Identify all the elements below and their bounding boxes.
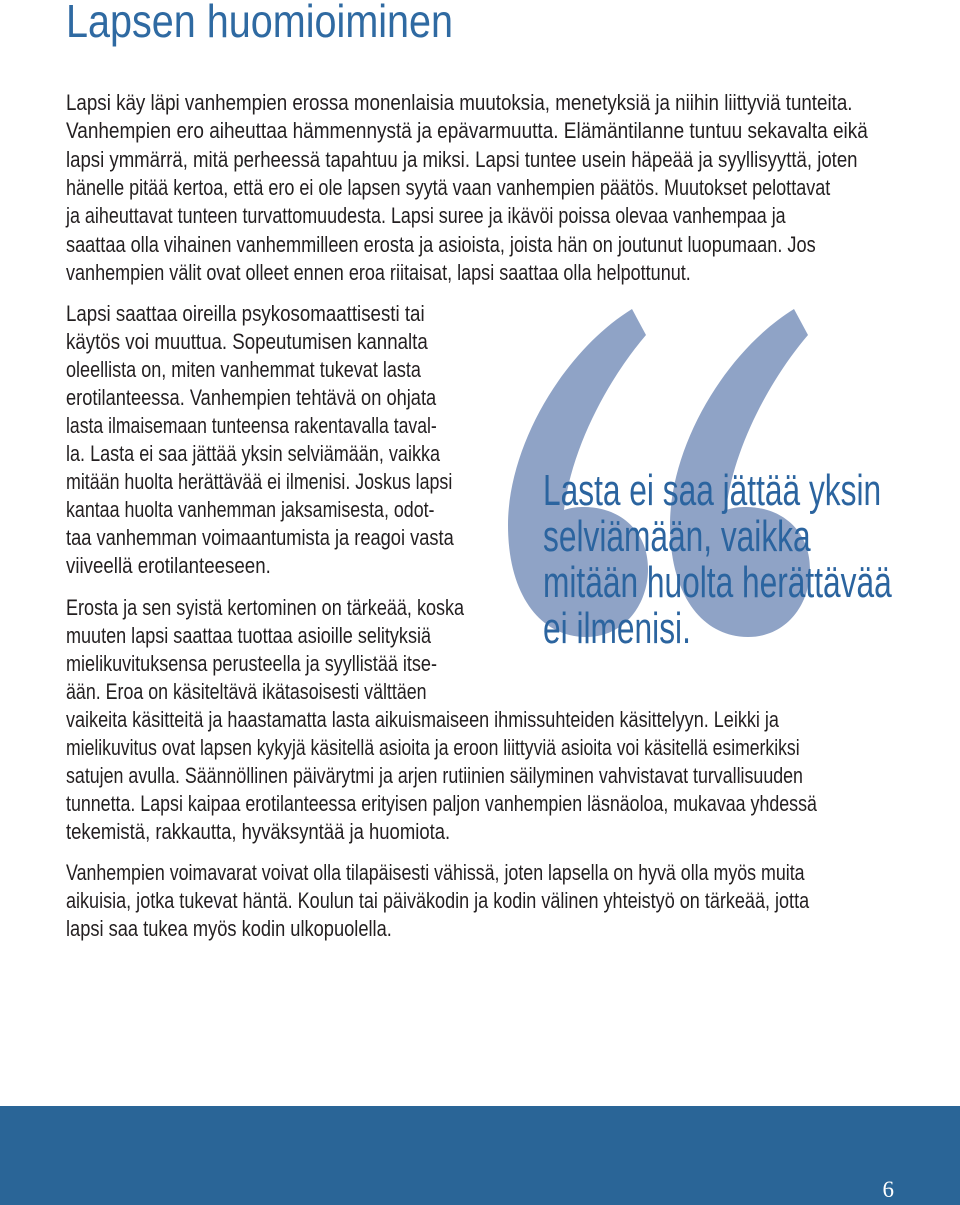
text-line: hänelle pitää kertoa, että ero ei ole lapsen syytä vaan vanhempien päätös. Muutokset pelottavat	[66, 175, 831, 200]
text-line: viiveellä erotilanteeseen.	[66, 553, 271, 578]
text-line: kantaa huolta vanhemman jaksamisesta, odot-	[66, 497, 435, 522]
pull-quote-line: ei ilmenisi.	[543, 604, 691, 653]
text-line: mielikuvitus ovat lapsen kykyjä käsitellä asioita ja eroon liittyviä asioita voi käsitellä esimerkiksi	[66, 735, 800, 760]
text-line: taa vanhemman voimaantumista ja reagoi vasta	[66, 525, 454, 550]
text-line: erotilanteessa. Vanhempien tehtävä on ohjata	[66, 385, 437, 410]
text-line: mielikuvituksensa perusteella ja syyllistää itse-	[66, 651, 437, 676]
text-line: saattaa olla vihainen vanhemmilleen erosta ja asioista, joista hän on joutunut luopumaan. Jos	[66, 232, 816, 257]
text-line: ja aiheuttavat tunteen turvattomuudesta. Lapsi suree ja ikävöi poissa olevaa vanhempaa ja	[66, 203, 786, 228]
text-line: lapsi saa tukea myös kodin ulkopuolella.	[66, 916, 392, 941]
text-line: Vanhempien voimavarat voivat olla tilapäisesti vähissä, joten lapsella on hyvä olla myös muita	[66, 860, 805, 885]
pull-quote-line: mitään huolta herättävää	[543, 558, 892, 607]
text-line: Lapsi saattaa oireilla psykosomaattisesti tai	[66, 301, 425, 326]
pull-quote-line: selviämään, vaikka	[543, 512, 811, 561]
text-line: tunnetta. Lapsi kaipaa erotilanteessa erityisen paljon vanhempien läsnäoloa, mukavaa yhdessä	[66, 791, 817, 816]
text-line: muuten lapsi saattaa tuottaa asioille selityksiä	[66, 623, 432, 648]
text-line: vaikeita käsitteitä ja haastamatta lasta aikuismaiseen ihmissuhteiden käsittelyyn. Leikki ja	[66, 707, 779, 732]
text-line: satujen avulla. Säännöllinen päivärytmi ja arjen rutiinien säilyminen vahvistavat turvallisuuden	[66, 763, 803, 788]
text-line: tekemistä, rakkautta, hyväksyntää ja huomiota.	[66, 819, 451, 844]
text-line: lasta ilmaisemaan tunteensa rakentavalla taval-	[66, 413, 437, 438]
text-line: Erosta ja sen syistä kertominen on tärkeää, koska	[66, 595, 465, 620]
text-line: mitään huolta herättävää ei ilmenisi. Joskus lapsi	[66, 469, 453, 494]
text-line: käytös voi muuttua. Sopeutumisen kannalta	[66, 329, 428, 354]
text-line: la. Lasta ei saa jättää yksin selviämään, vaikka	[66, 441, 441, 466]
text-line: oleellista on, miten vanhemmat tukevat lasta	[66, 357, 421, 382]
text-line: Vanhempien ero aiheuttaa hämmennystä ja epävarmuutta. Elämäntilanne tuntuu sekavalta eikä	[66, 118, 868, 143]
text-line: lapsi ymmärrä, mitä perheessä tapahtuu ja miksi. Lapsi tuntee usein häpeää ja syyllisyyttä, joten	[66, 147, 858, 172]
page-title: Lapsen huomioiminen	[66, 0, 454, 47]
text-line: Lapsi käy läpi vanhempien erossa monenlaisia muutoksia, menetyksiä ja niihin liittyviä tunteita.	[66, 90, 853, 115]
text-line: aikuisia, jotka tukevat häntä. Koulun tai päiväkodin ja kodin välinen yhteistyö on tärkeää, jotta	[66, 888, 810, 913]
text-line: vanhempien välit ovat olleet ennen eroa riitaisat, lapsi saattaa olla helpottunut.	[66, 260, 691, 285]
page-number: 6	[882, 1177, 894, 1202]
pull-quote-line: Lasta ei saa jättää yksin	[543, 466, 882, 515]
footer-band	[0, 1106, 960, 1205]
text-line: ään. Eroa on käsiteltävä ikätasoisesti välttäen	[66, 679, 427, 704]
